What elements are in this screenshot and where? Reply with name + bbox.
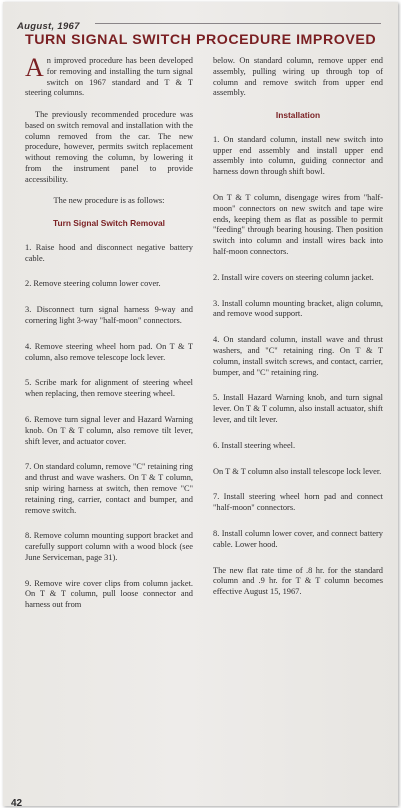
procedure-intro: The new procedure is as follows: <box>53 196 165 206</box>
right-column <box>213 56 383 609</box>
drop-cap: A <box>25 53 44 82</box>
installation-step: On T & T column, disengage wires from "half-moon" connectors on new switch and tape wire ends, keeping them as flat as possible to permit "feeding" through bearing housing. Then position switch into column and install wires back into half-moon connectors. <box>213 192 383 256</box>
installation-step: 5. Install Hazard Warning knob, and turn signal lever. On T & T column, also install actuator, shift lever, and tilt lever. <box>213 393 383 424</box>
left-column <box>25 53 193 626</box>
installation-step: 3. Install column mounting bracket, align column, and remove wood support. <box>213 298 383 319</box>
article-headline: TURN SIGNAL SWITCH PROCEDURE IMPROVED <box>25 32 377 48</box>
page-number: 42 <box>11 798 23 806</box>
removal-step: 6. Remove turn signal lever and Hazard Warning knob. On T & T column, also remove tilt lever, shift lever, and actuator cover. <box>25 414 193 446</box>
removal-step: 4. Remove steering wheel horn pad. On T & T column, also remove telescope lock lever. <box>25 341 193 362</box>
installation-step: On T & T column also install telescope lock lever. <box>213 466 382 476</box>
issue-date: August, 1967 <box>17 21 80 32</box>
removal-continuation: below. On standard column, remove upper end assembly, pulling wiring up through top of column and remove switch from upper end assembly. <box>213 56 383 98</box>
removal-step: 5. Scribe mark for alignment of steering wheel when replacing, then remove steering wheel. <box>25 378 193 399</box>
removal-section-title: Turn Signal Switch Removal <box>53 217 165 228</box>
installation-step: 2. Install wire covers on steering column jacket. <box>213 272 374 282</box>
installation-step: 1. On standard column, install new switch into upper end assembly and install upper end assembly into column, guiding connector and harness down through shift bowl. <box>213 134 383 177</box>
installation-section-title: Installation <box>275 109 321 120</box>
magazine-page <box>3 2 398 806</box>
intro-text: n improved procedure has been developed for removing and installing the turn signal switch on 1967 standard and T & T steering columns. <box>25 56 193 98</box>
installation-step: 7. Install steering wheel horn pad and connect "half-moon" connectors. <box>213 492 383 513</box>
removal-step: 3. Disconnect turn signal harness 9-way and cornering light 3-way "half-moon" connectors. <box>25 305 193 325</box>
installation-step: 6. Install steering wheel. <box>213 440 296 450</box>
removal-step: 7. On standard column, remove "C" retaining ring and thrust and wave washers. On T & T column, snip wiring harness at switch, then remove "C" retaining ring, carrier, contact and bumper, and remove switch. <box>25 462 193 515</box>
header-rule <box>95 23 381 24</box>
closing-paragraph: The new flat rate time of .8 hr. for the standard column and .9 hr. for T & T column becomes effective August 15, 1967. <box>213 565 383 597</box>
background-paragraph: The previously recommended procedure was based on switch removal and installation with the column removed from the car. The new procedure, however, permits switch replacement without removing the column, by lowering it from the instrument panel to provide accessibility. <box>25 109 193 184</box>
installation-step: 4. On standard column, install wave and thrust washers, and "C" retaining ring. On T & T column, install switch screws, and contact, carrier, bumper, and "C" retaining ring. <box>213 335 383 377</box>
intro-paragraph <box>25 53 193 99</box>
page-header <box>17 16 381 32</box>
removal-step: 8. Remove column mounting support bracket and carefully support column with a wood block (see June Serviceman, page 31). <box>25 531 193 562</box>
removal-step: 9. Remove wire cover clips from column jacket. On T & T column, pull loose connector and harness out from <box>25 578 193 610</box>
removal-step: 1. Raise hood and disconnect negative battery cable. <box>25 242 193 263</box>
installation-step: 8. Install column lower cover, and connect battery cable. Lower hood. <box>213 528 383 549</box>
removal-step: 2. Remove steering column lower cover. <box>25 279 161 289</box>
